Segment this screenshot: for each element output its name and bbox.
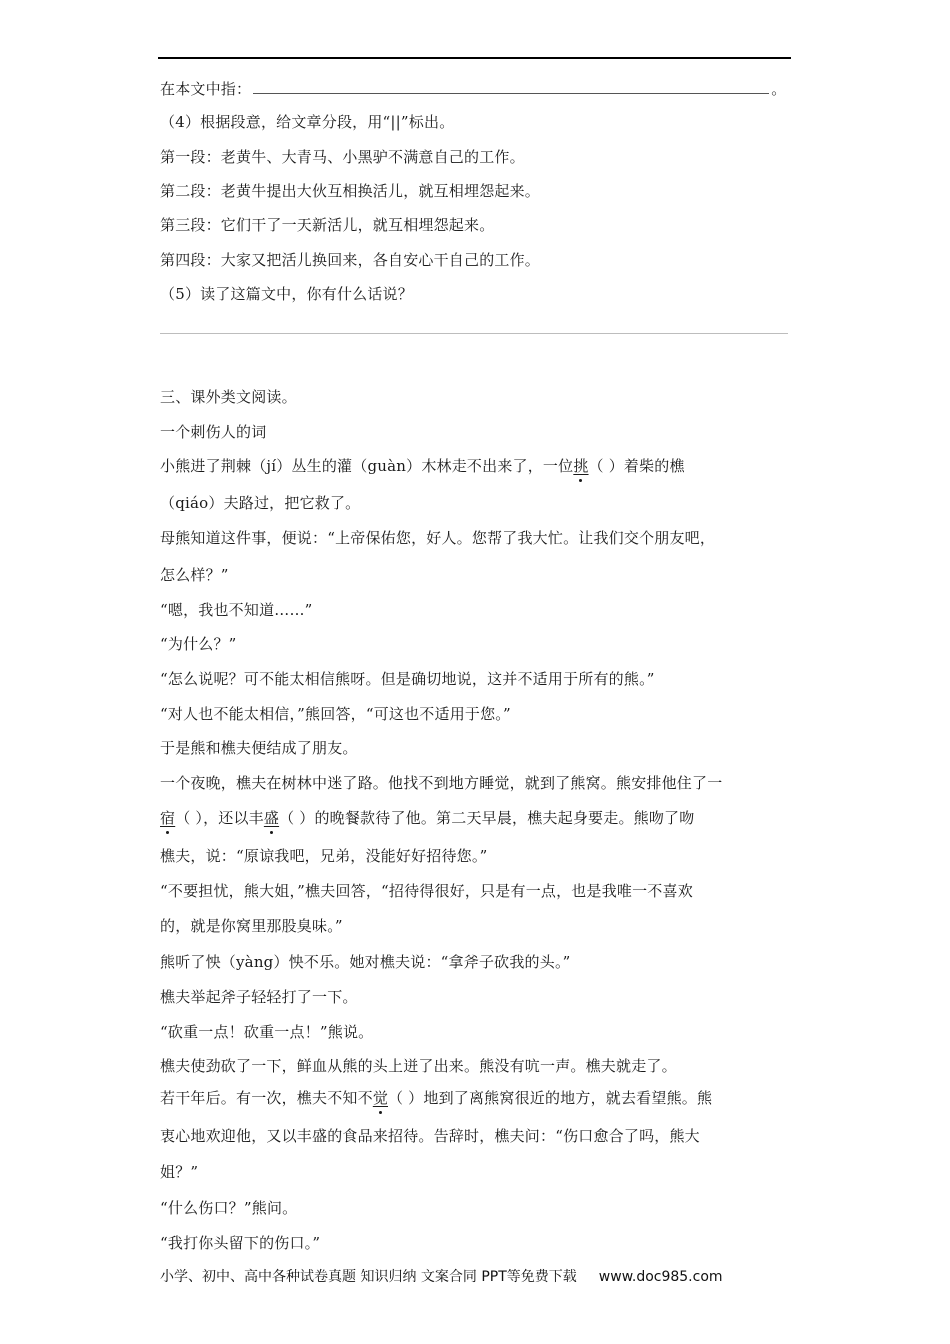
story-line: “怎么说呢？可不能太相信熊呀。但是确切地说，这并不适用于所有的熊。” <box>160 670 655 688</box>
story-line: 衷心地欢迎他，又以丰盛的食品来招待。告辞时，樵夫问：“伤口愈合了吗，熊大 <box>160 1127 700 1145</box>
dotted-char: 挑 <box>573 457 589 475</box>
section-heading: 三、课外类文阅读。 <box>160 388 297 406</box>
dotted-char: 宿 <box>160 809 176 827</box>
story-line: 熊听了怏（yàng）怏不乐。她对樵夫说：“拿斧子砍我的头。” <box>160 953 571 971</box>
paragraph-4: 第四段：大家又把活儿换回来，各自安心干自己的工作。 <box>160 251 541 269</box>
story-line: 小熊进了荆棘（jí）丛生的灌（guàn）木林走不出来了，一位挑（ ）着柴的樵 <box>160 457 685 475</box>
answer-blank[interactable] <box>253 81 769 94</box>
story-line: 于是熊和樵夫便结成了朋友。 <box>160 739 358 757</box>
header-rule <box>158 57 791 59</box>
story-line: 宿（ ），还以丰盛（ ）的晚餐款待了他。第二天早晨，樵夫起身要走。熊吻了吻 <box>160 809 695 827</box>
page-footer <box>160 1266 723 1286</box>
story-line: 一个夜晚，樵夫在树林中迷了路。他找不到地方睡觉，就到了熊窝。熊安排他住了一 <box>160 774 723 792</box>
story-line: “什么伤口？”熊问。 <box>160 1199 298 1217</box>
story-line: “对人也不能太相信，”熊回答，“可这也不适用于您。” <box>160 705 511 723</box>
context-answer-line: 在本文中指： 。 <box>160 80 787 98</box>
story-line: （qiáo）夫路过，把它救了。 <box>160 494 361 512</box>
paragraph-3: 第三段：它们干了一天新活儿，就互相埋怨起来。 <box>160 216 495 234</box>
dotted-char: 盛 <box>263 809 280 827</box>
footer-slogan: 小学、初中、高中各种试卷真题 知识归纳 文案合同 PPT等免费下载 <box>160 1269 577 1285</box>
question-4: （4）根据段意，给文章分段，用“||”标出。 <box>160 113 455 131</box>
story-line: “嗯，我也不知道……” <box>160 601 313 619</box>
answer-line[interactable] <box>160 333 788 334</box>
story-line: “为什么？” <box>160 635 237 653</box>
story-line: 若干年后。有一次，樵夫不知不觉（ ）地到了离熊窝很近的地方，就去看望熊。熊 <box>160 1089 713 1107</box>
question-5: （5）读了这篇文中，你有什么话说？ <box>160 285 413 303</box>
story-line: “不要担忧，熊大姐，”樵夫回答，“招待得很好，只是有一点，也是我唯一不喜欢 <box>160 882 693 900</box>
paragraph-1: 第一段：老黄牛、大青马、小黑驴不满意自己的工作。 <box>160 148 525 166</box>
story-title: 一个刺伤人的词 <box>160 423 267 441</box>
story-line: 的，就是你窝里那股臭味。” <box>160 917 343 935</box>
paragraph-2: 第二段：老黄牛提出大伙互相换活儿，就互相埋怨起来。 <box>160 182 541 200</box>
story-line: 樵夫使劲砍了一下，鲜血从熊的头上迸了出来。熊没有吭一声。樵夫就走了。 <box>160 1057 677 1075</box>
story-line: “我打你头留下的伤口。” <box>160 1234 321 1252</box>
dotted-char: 觉 <box>372 1089 389 1107</box>
story-line: 母熊知道这件事，便说：“上帝保佑您，好人。您帮了我大忙。让我们交个朋友吧， <box>160 529 716 547</box>
story-line: 怎么样？” <box>160 566 229 584</box>
story-line: 樵夫，说：“原谅我吧，兄弟，没能好好招待您。” <box>160 847 488 865</box>
footer-site-link[interactable]: www.doc985.com <box>598 1269 723 1285</box>
story-line: 樵夫举起斧子轻轻打了一下。 <box>160 988 358 1006</box>
story-line: 姐？” <box>160 1163 199 1181</box>
story-line: “砍重一点！砍重一点！”熊说。 <box>160 1023 374 1041</box>
